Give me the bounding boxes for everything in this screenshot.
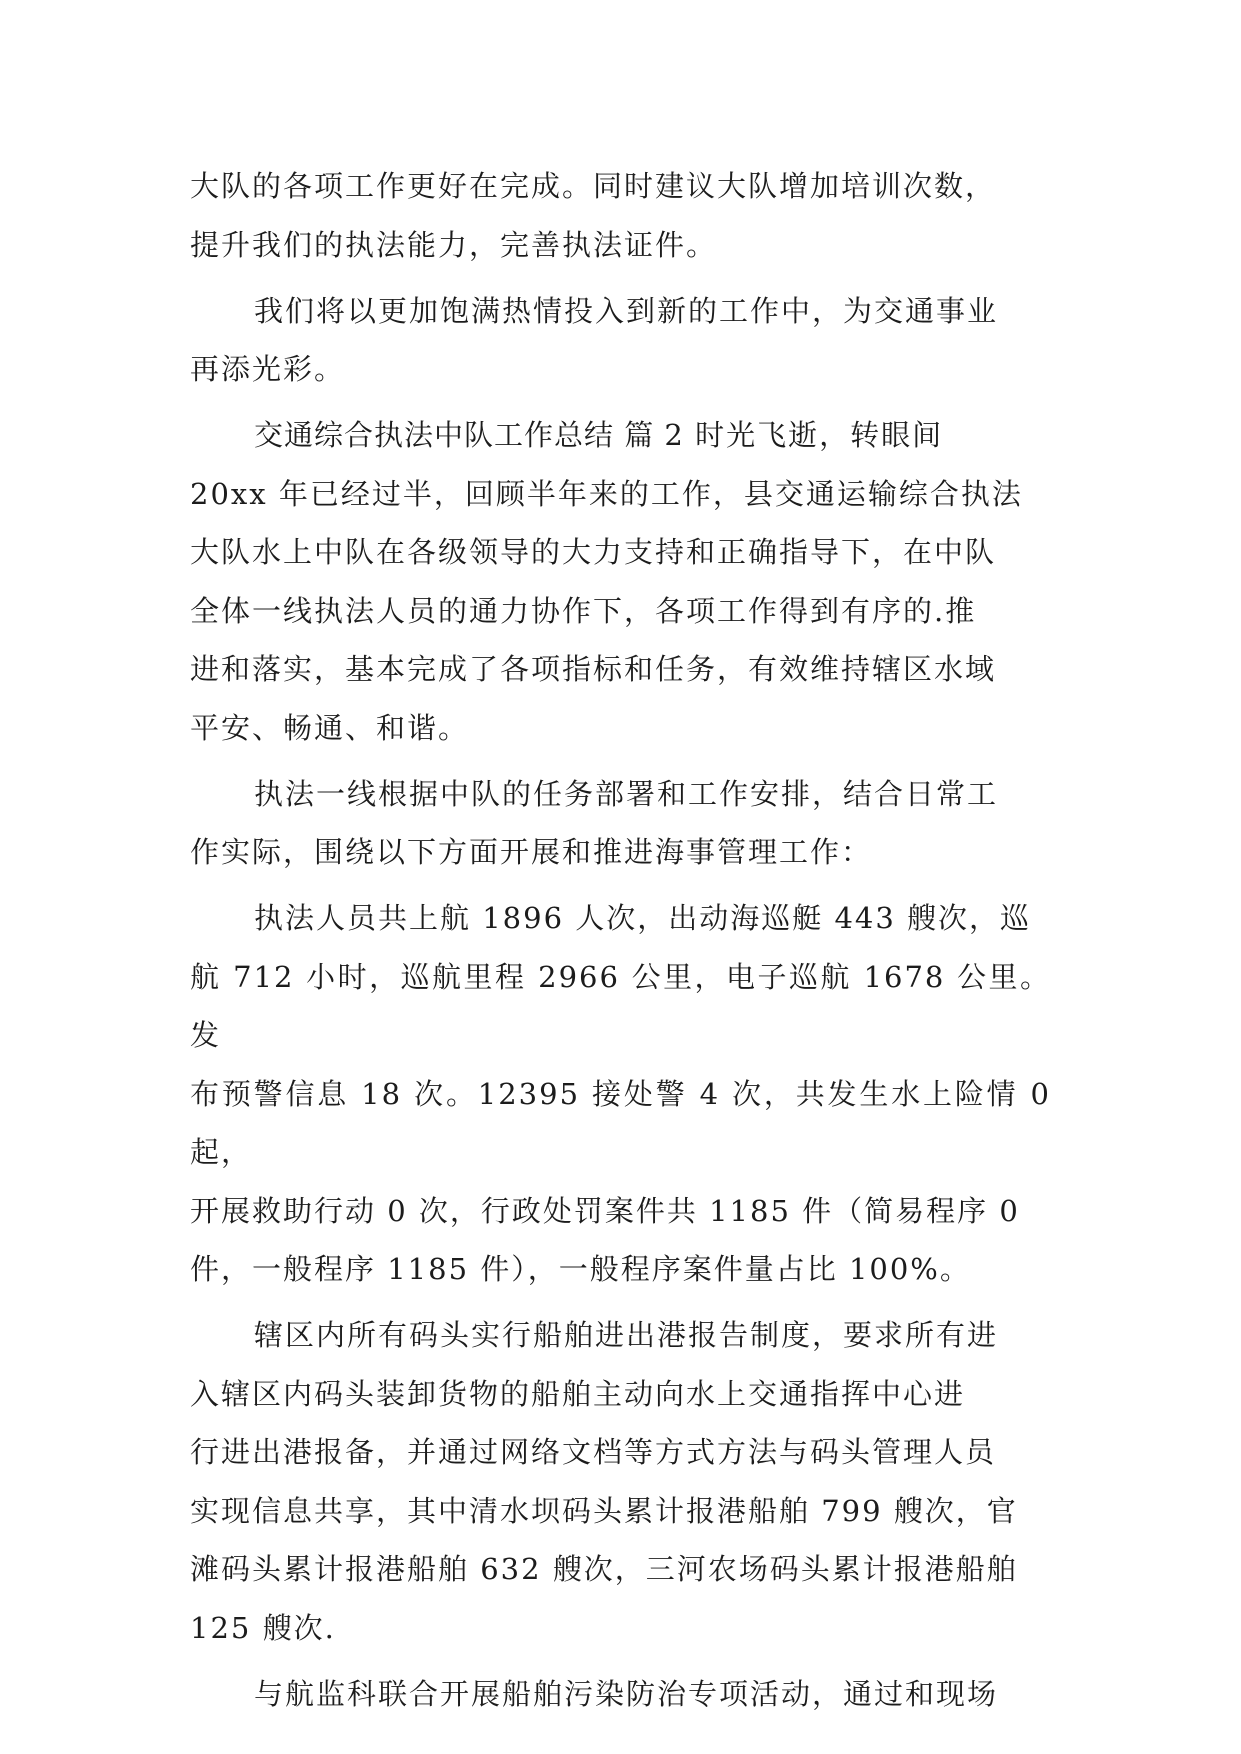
- paragraph-pollution-prevention: 与航监科联合开展船舶污染防治专项活动，通过和现场: [254, 1676, 999, 1711]
- document-page: [190, 157, 1051, 1731]
- paragraph-section-2-intro: [190, 406, 1051, 757]
- paragraph-work-areas: 执法一线根据中队的任务部署和工作安排，结合日常工 作实际，围绕以下方面开展和推进海事管理工作：: [190, 776, 999, 869]
- section-heading: 交通综合执法中队工作总结 篇 2: [254, 418, 684, 452]
- paragraph-closing: 我们将以更加饱满热情投入到新的工作中，为交通事业 再添光彩。: [190, 293, 999, 386]
- section-intro-text: 时光飞逝，转眼间 20xx 年已经过半，回顾半年来的工作，县交通运输综合执法 大队水上中队在各级领导的大力支持和正确指导下，在中队 全体一线执法人员的通力协作下，各项工作得到有序的.推 进和落实，基本完成了各项指标和任务，有效维持辖区水域 平安、畅通、和谐。: [190, 418, 1023, 745]
- paragraph-continuation: 大队的各项工作更好在完成。同时建议大队增加培训次数， 提升我们的执法能力，完善执法证件。: [190, 169, 997, 262]
- paragraph-statistics: 执法人员共上航 1896 人次，出动海巡艇 443 艘次，巡 航 712 小时，巡航里程 2966 公里，电子巡航 1678 公里。发 布预警信息 18 次。12395 接处警 4 次，共发生水上险情 0 起， 开展救助行动 0 次，行政处罚案件共 1185 件（简易程序 0 件，一般程序 1185 件），一般程序案件量占比 100%。: [190, 901, 1051, 1286]
- paragraph-port-reporting: 辖区内所有码头实行船舶进出港报告制度，要求所有进 入辖区内码头装卸货物的船舶主动向水上交通指挥中心进 行进出港报备，并通过网络文档等方式方法与码头管理人员 实现信息共享，其中清水坝码头累计报港船舶 799 艘次，官 滩码头累计报港船舶 632 艘次，三河农场码头累计报港船舶 125 艘次.: [190, 1318, 1018, 1645]
